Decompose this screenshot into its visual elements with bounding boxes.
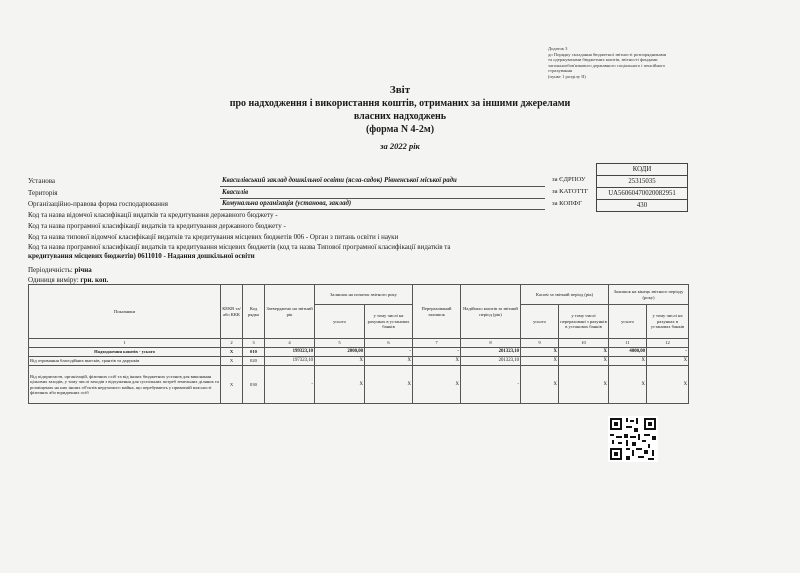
row-name: Від підприємств, організацій, фізичних осіб та від інших бюджетних установ для виконання цільових заходів, у тому числі заходів з відчуження для суспільних потреб земельних ділянок та розміщених на них інших об'єктів нерухомого майна, що перебувають у приватній власності фізичних або юридичних осіб [29,366,221,404]
territory-underline [220,198,545,199]
kopfg-code: 430 [597,200,688,212]
codes-heading: КОДИ [597,164,688,176]
appendix-note [548,46,698,80]
col-num: 9 [521,339,559,348]
table-row [29,366,689,404]
col-num: 1 [29,339,221,348]
org-form-value: Комунальна організація (установа, заклад) [222,200,352,207]
appendix-line: Додаток 3 [548,46,568,51]
row-transferred: Х [413,366,461,404]
row-cash: Х [521,357,559,366]
report-period: за 2022 рік [380,141,420,151]
dept-classification: Код та назва відомчої класифікації видатків та кредитування державного бюджету - [28,211,278,219]
row-end-incl: Х [647,366,689,404]
row-kekv: Х [221,348,243,357]
local-dept-classification: Код та назва типової відомчої класифікації видатків та кредитування місцевих бюджетів 006 - Орган з питань освіти і науки [28,233,399,241]
report-form: (форма N 4-2м) [365,124,435,135]
row-received: 201323,10 [461,357,521,366]
main-table [28,284,689,404]
appendix-line: до Порядку складання бюджетної звітності розпорядниками [548,51,667,57]
row-cash-incl: Х [559,366,609,404]
header-transferred: Перерахований залишок [413,285,461,339]
table-row [29,357,689,366]
header-cash-total: усього [521,305,559,339]
table-row [29,348,689,357]
katottg-code: UA56060470020082951 [597,188,688,200]
header-received: Надійшло коштів за звітний період (рік) [461,285,521,339]
row-kekv: Х [221,366,243,404]
institution-value: Квасилівський заклад дошкільної освіти (ясла-садок) Рівненської міської ради [222,177,457,184]
qr-code [608,416,658,462]
col-num: 7 [413,339,461,348]
header-end-incl: у тому числі на рахунках в установах банків [647,305,689,339]
kopfg-label: за КОПФГ [552,200,582,207]
col-num: 10 [559,339,609,348]
report-subtitle: про надходження і використання коштів, отриманих за іншими джерелами [229,98,571,109]
report-subtitle-2: власних надходжень [353,111,447,122]
row-cash-incl: Х [559,357,609,366]
qr-code-graphic [608,416,658,462]
header-start-balance: Залишок на початок звітного року [315,285,413,305]
row-cash: Х [521,348,559,357]
col-num: 8 [461,339,521,348]
unit-value: грн. коп. [80,276,109,284]
row-end-incl: - [647,348,689,357]
report-title: Звіт [389,84,411,96]
col-num: 2 [221,339,243,348]
territory-value: Квасилів [222,189,249,196]
header-approved: Затверджено на звітний рік [265,285,315,339]
row-approved: 197323,10 [265,357,315,366]
col-num: 5 [315,339,365,348]
header-start-incl: у тому числі на рахунках в установах банків [365,305,413,339]
row-end-total: Х [609,366,647,404]
header-end-total: усього [609,305,647,339]
row-kekv: Х [221,357,243,366]
row-transferred: - [413,348,461,357]
row-cash: Х [521,366,559,404]
header-cash-incl: у тому числі перераховані з рахунків в установах банків [559,305,609,339]
row-approved: - [265,366,315,404]
program-classification: Код та назва програмної класифікації видатків та кредитування державного бюджету - [28,222,286,230]
header-indicator: Показники [29,285,221,339]
row-code: 030 [243,366,265,404]
row-transferred: Х [413,357,461,366]
row-name: Від отримання благодійних внесків, грантів та дарунків [29,357,221,366]
row-approved: 199323,10 [265,348,315,357]
header-code: Код рядка [243,285,265,339]
row-cash-incl: Х [559,348,609,357]
header-cash: Касові за звітний період (рік) [521,285,609,305]
edrpou-code: 25315035 [597,176,688,188]
row-end-incl: Х [647,357,689,366]
periodicity-label: Періодичність: [28,266,73,274]
col-num: 12 [647,339,689,348]
col-num: 4 [265,339,315,348]
row-code: 020 [243,357,265,366]
row-end-total: Х [609,357,647,366]
row-start-total: Х [315,357,365,366]
col-num: 3 [243,339,265,348]
katottg-label: за КАТОТТГ [552,188,589,195]
col-num: 11 [609,339,647,348]
row-end-total: 4000,00 [609,348,647,357]
appendix-line: страхування [548,68,573,74]
header-start-total: усього [315,305,365,339]
local-program-classification-2: кредитування місцевих бюджетів) 0611010 - Надання дошкільної освіти [28,252,255,260]
appendix-line: загальнообов'язкового державного соціального і пенсійного [548,62,666,68]
org-form-underline [220,209,545,210]
row-received: - [461,366,521,404]
col-num: 6 [365,339,413,348]
row-start-incl: Х [365,357,413,366]
unit-label: Одиниця виміру: [28,276,79,284]
row-start-total: 2000,00 [315,348,365,357]
periodicity-value: річна [74,266,92,274]
territory-label: Територія [28,189,58,197]
org-form-label: Організаційно-правова форма господарювання [28,200,168,208]
institution-underline [220,186,545,187]
codes-table [596,163,688,212]
row-start-incl: - [365,348,413,357]
header-kekv: КЕКВ та/або ККК [221,285,243,339]
row-start-incl: Х [365,366,413,404]
institution-label: Установа [28,177,56,185]
row-start-total: Х [315,366,365,404]
row-name: Надходження коштів - усього [29,348,221,357]
edrpou-label: за ЄДРПОУ [552,176,586,183]
local-program-classification: Код та назва програмної класифікації видатків та кредитування місцевих бюджетів (код та назва Типової програмної класифікації видатків та [28,243,451,251]
row-received: 201323,10 [461,348,521,357]
appendix-line: та одержувачами бюджетних коштів, звітності фондами [548,57,658,63]
header-end-balance: Залишок на кінець звітного періоду (року) [609,285,689,305]
row-code: 010 [243,348,265,357]
appendix-line: (пункт 1 розділу II) [548,73,586,79]
